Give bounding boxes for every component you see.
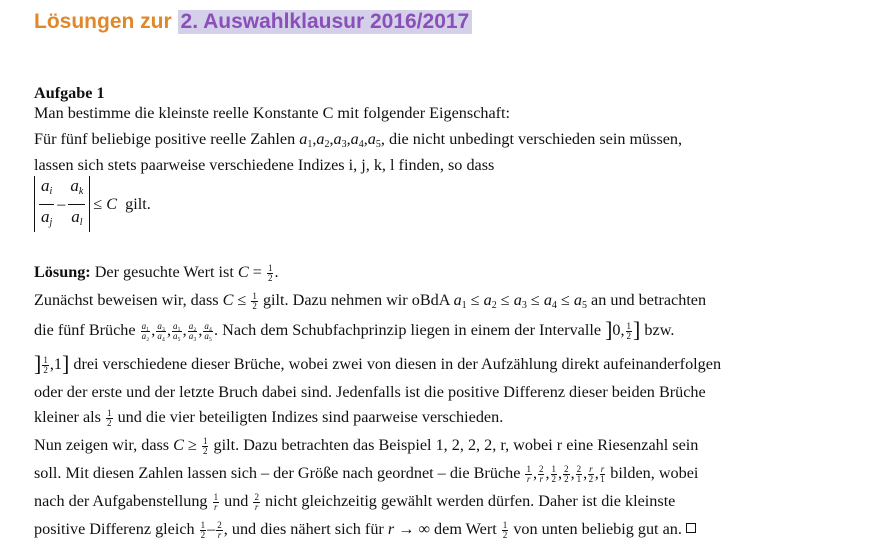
qed-square-icon xyxy=(686,523,696,533)
solution-line-1: Lösung: Der gesuchte Wert ist C = $\frac{1}{2}$ . xyxy=(34,262,279,283)
solution-line-6: kleiner als $\frac{1}{2}$ und die vier beteiligten Indizes sind paarweise verschieden. xyxy=(34,407,504,428)
solution-line-9: nach der Aufgabenstellung $\frac{1}{r}$ und $\frac{2}{r}$ nicht gleichzeitig gewählt werden dürfen. Daher ist die kleinste xyxy=(34,491,676,512)
solution-line-5: oder der erste und der letzte Bruch dabei sind. Jedenfalls ist die positive Differenz dieser beiden Brüche xyxy=(34,383,706,401)
solution-line-10: positive Differenz gleich $\frac{1}{2}$ – $\frac{2}{r}$ , und dies nähert sich für r → ∞ dem Wert $\frac{1}{2}$ von unten beliebig gut an. xyxy=(34,519,696,540)
solution-line-2: Zunächst beweisen wir, dass C ≤ $\frac{1}{2}$ gilt. Dazu nehmen wir oBdA $a_1 \le a_2 \le a_3 \le a_4 \le a_5$ an und betrachten xyxy=(34,290,707,311)
solution-line-7: Nun zeigen wir, dass C ≥ $\frac{1}{2}$ gilt. Dazu betrachten das Beispiel 1, 2, 2, 2, r, wobei r eine Riesenzahl sein xyxy=(34,435,699,456)
title-prefix: Lösungen zur xyxy=(34,10,172,33)
solution-line-8: soll. Mit diesen Zahlen lassen sich – der Größe nach geordnet – die Brüche $\frac{1}{r}$ , $\frac{2}{r}$ , $\frac{1}{2}$ , $\frac{2}{2}$ , $\frac{2}{1}$ , $\frac{r}{2}$ , $\frac{r}{1}$ bilden, wobei xyxy=(34,463,699,484)
page-title xyxy=(34,10,472,34)
title-highlight: 2. Auswahlklausur 2016/2017 xyxy=(178,10,473,34)
solution-line-4: ] $\frac{1}{2}$ ,1] drei verschiedene dieser Brüche, wobei zwei von diesen in der Aufzählung direkt aufeinanderfolgen xyxy=(34,351,722,376)
condition-formula: $a_i$ $a_j$ – $a_k$ $a_l$ ≤ C gilt. xyxy=(34,176,151,232)
condition-suffix: gilt. xyxy=(125,194,151,213)
task-line-2: Für fünf beliebige positive reelle Zahlen $a_1,a_2,a_3,a_4,a_5$, die nicht unbedingt verschieden sein müssen, xyxy=(34,130,683,150)
solution-line-3: die fünf Brüche $\frac{\text{a₁}}{\text{a₂}}$ , $\frac{\text{a₃}}{\text{a₄}}$ , $\frac{\text{a₁}}{\text{a₅}}$ , $\frac{\text{a₂}}{\text{a₃}}$ , $\frac{\text{a₄}}{\text{a₅}}$ . Nach dem Schubfachprinzip liegen in einem der Intervalle ]0, $\frac{1}{2}$ ] bzw. xyxy=(34,317,675,342)
task-heading: Aufgabe 1 xyxy=(34,84,105,102)
task-line-1: Man bestimme die kleinste reelle Konstante C mit folgender Eigenschaft: xyxy=(34,104,511,122)
task-line-3: lassen sich stets paarweise verschiedene Indizes i, j, k, l finden, so dass xyxy=(34,156,495,174)
